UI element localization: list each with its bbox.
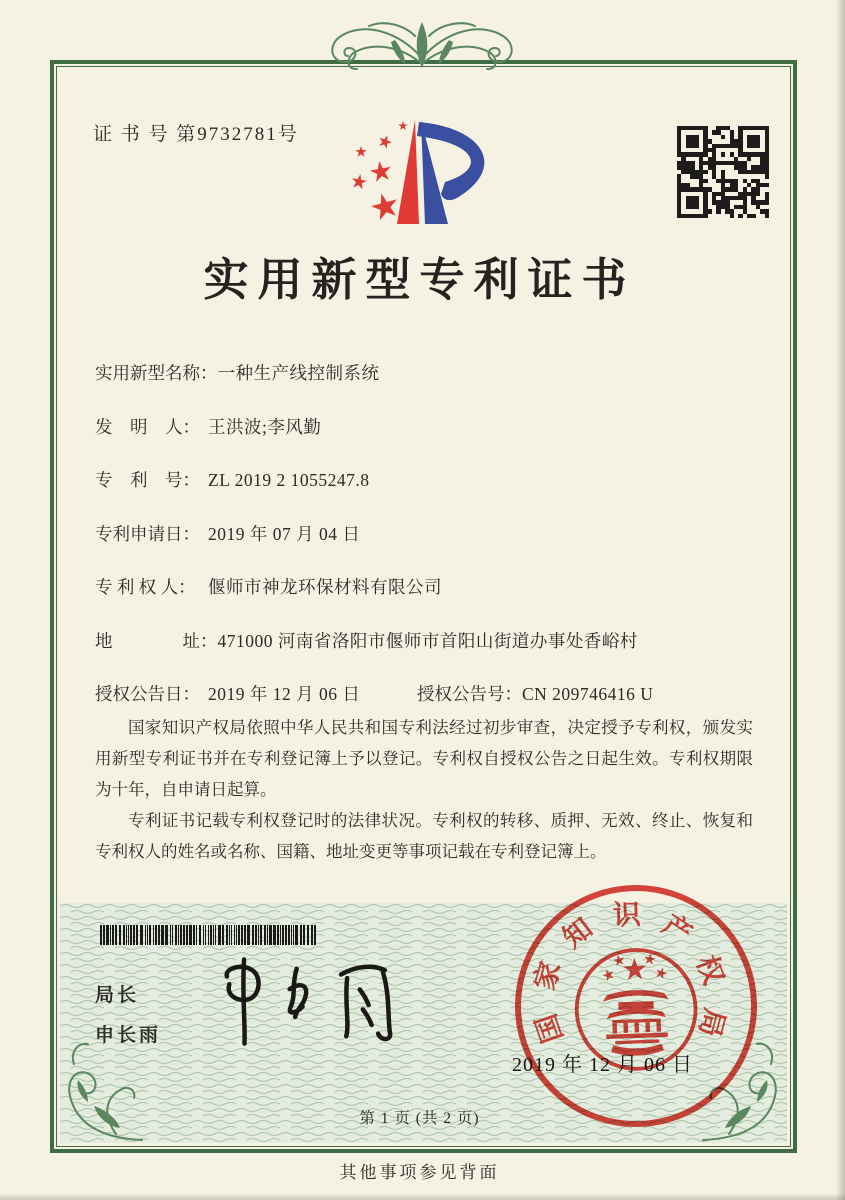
field-label: 实用新型名称： xyxy=(95,363,218,383)
paper-edge-shadow-bottom xyxy=(0,1193,845,1200)
grant-date-label: 授权公告日： xyxy=(95,684,200,704)
officer-title: 局长 xyxy=(95,985,140,1006)
field-label: 专 利 号： xyxy=(95,470,200,490)
certificate-number: 证 书 号 第9732781号 xyxy=(93,124,299,145)
legal-paragraph-2: 专利证书记载专利权登记时的法律状况。专利权的转移、质押、无效、终止、恢复和专利权人的姓名或名称、国籍、地址变更等事项记载在专利登记簿上。 xyxy=(95,811,753,861)
field-label: 地 址： xyxy=(95,631,218,651)
seal-date: 2019 年 12 月 06 日 xyxy=(512,1054,693,1076)
seal-ring-char: 家 xyxy=(529,958,568,994)
page-indicator: 第 1 页 (共 2 页) xyxy=(359,1110,480,1127)
grant-date-value: 2019 年 12 月 06 日 xyxy=(208,684,361,704)
field-value: 偃师市神龙环保材料有限公司 xyxy=(208,577,442,597)
officer-name: 申长雨 xyxy=(95,1025,162,1046)
grant-no-pair xyxy=(417,681,653,706)
seal-ring-char: 识 xyxy=(612,899,642,932)
grant-no-label: 授权公告号： xyxy=(417,684,522,704)
seal-ring-char: 国 xyxy=(530,1009,570,1047)
legal-text xyxy=(95,712,753,867)
seal-ring-char: 知 xyxy=(557,912,599,955)
field-row-name xyxy=(95,360,755,385)
seal-ring-char: 局 xyxy=(692,1004,731,1040)
seal-ring-char: 权 xyxy=(689,951,729,989)
barcode xyxy=(100,925,316,945)
field-row-filing-date xyxy=(95,521,755,546)
qr-code xyxy=(677,126,769,218)
field-value: 王洪波;李风勤 xyxy=(208,417,322,437)
field-label: 发 明 人： xyxy=(95,417,200,437)
paper-edge-shadow-right xyxy=(836,0,845,1200)
officer-block xyxy=(95,980,161,1060)
field-value: 2019 年 07 月 04 日 xyxy=(208,524,361,544)
field-row-inventor xyxy=(95,414,755,439)
field-value: 一种生产线控制系统 xyxy=(217,363,380,383)
field-label: 专利申请日： xyxy=(95,524,200,544)
field-value: 471000 河南省洛阳市偃师市首阳山街道办事处香峪村 xyxy=(217,631,638,651)
handwritten-signature xyxy=(209,937,414,1052)
field-row-address xyxy=(95,628,755,653)
field-value: ZL 2019 2 1055247.8 xyxy=(208,470,370,490)
grant-no-value: CN 209746416 U xyxy=(522,684,654,704)
seal-ring-char: 产 xyxy=(656,909,697,951)
legal-paragraph-1: 国家知识产权局依照中华人民共和国专利法经过初步审查，决定授予专利权，颁发实用新型专利证书并在专利登记簿上予以登记。专利权自授权公告之日起生效。专利权期限为十年，自申请日起算。 xyxy=(95,718,753,799)
certificate-title: 实用新型专利证书 xyxy=(203,255,636,305)
field-row-grant xyxy=(95,681,755,706)
field-row-patent-no xyxy=(95,467,755,492)
field-row-patentee xyxy=(95,574,755,599)
cnipa-logo xyxy=(345,112,520,234)
field-label: 专 利 权 人： xyxy=(95,577,196,597)
back-note: 其他事项参见背面 xyxy=(339,1163,500,1182)
